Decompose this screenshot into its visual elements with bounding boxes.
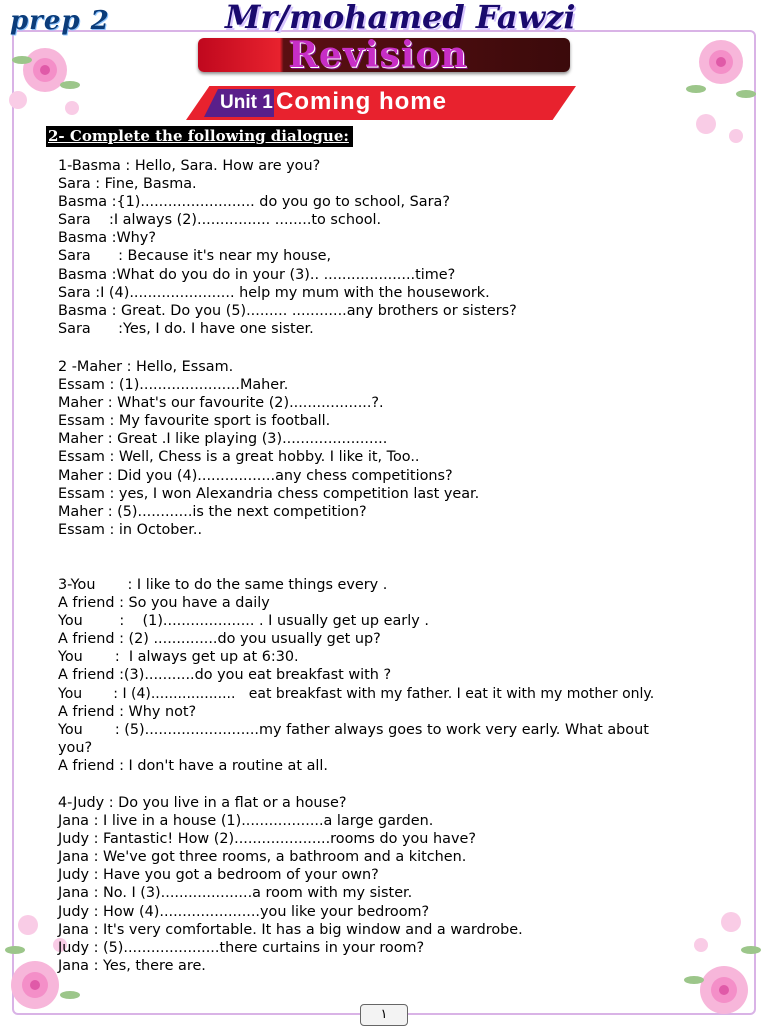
dialogue-line: Basma : Great. Do you (5)......... ............any brothers or sisters? bbox=[58, 302, 517, 319]
dialogue-line: Sara :I (4)....................... help my mum with the housework. bbox=[58, 284, 490, 301]
dialogue-line: Maher : Great .I like playing (3)....................... bbox=[58, 431, 388, 448]
grade-level-label: prep 2 bbox=[10, 6, 110, 36]
dialogue-line: Basma :{1)......................... do you go to school, Sara? bbox=[58, 194, 450, 211]
dialogue-line: A friend : Why not? bbox=[58, 703, 197, 720]
dialogue-line: 4-Judy : Do you live in a flat or a house? bbox=[58, 795, 347, 811]
page-number: ١ bbox=[360, 1004, 408, 1026]
dialogue-2 bbox=[58, 358, 479, 539]
dialogue-4 bbox=[58, 794, 523, 975]
dialogue-line: You : (5).........................my father always goes to work very early. What about bbox=[58, 721, 649, 738]
dialogue-line: Essam : Well, Chess is a great hobby. I like it, Too.. bbox=[58, 449, 420, 466]
dialogue-line: Jana : It's very comfortable. It has a big window and a wardrobe. bbox=[58, 921, 523, 938]
dialogue-line: Judy : Have you got a bedroom of your own? bbox=[58, 867, 379, 884]
dialogue-line: Jana : We've got three rooms, a bathroom and a kitchen. bbox=[58, 849, 467, 866]
dialogue-1 bbox=[58, 157, 517, 338]
dialogue-line: Essam : My favourite sport is football. bbox=[58, 413, 331, 430]
dialogue-line: you? bbox=[58, 739, 93, 756]
dialogue-line: A friend : I don't have a routine at all. bbox=[58, 757, 328, 774]
dialogue-line: Judy : How (4)......................you like your bedroom? bbox=[58, 903, 430, 920]
dialogue-line: Maher : What's our favourite (2)..................?. bbox=[58, 395, 384, 412]
revision-banner-label: Revision bbox=[288, 34, 468, 76]
dialogue-line: Essam : yes, I won Alexandria chess competition last year. bbox=[58, 485, 480, 502]
exercise-instruction: 2- Complete the following dialogue: bbox=[46, 126, 353, 147]
author-title: Mr/mohamed Fawzi bbox=[225, 0, 576, 36]
unit-title: Coming home bbox=[276, 88, 447, 115]
dialogue-line: A friend : (2) ..............do you usually get up? bbox=[58, 631, 381, 648]
dialogue-line: You : I always get up at 6:30. bbox=[58, 649, 299, 666]
dialogue-line: 1-Basma : Hello, Sara. How are you? bbox=[58, 158, 321, 174]
dialogue-line: You : I (4)................... eat breakfast with my father. I eat it with my mother only. bbox=[58, 685, 655, 702]
revision-banner bbox=[198, 34, 570, 76]
dialogue-line: A friend : So you have a daily bbox=[58, 595, 270, 612]
dialogue-line: Judy : (5).....................there curtains in your room? bbox=[58, 939, 425, 956]
dialogue-3 bbox=[58, 576, 654, 775]
dialogue-line: Sara : Fine, Basma. bbox=[58, 176, 197, 193]
dialogue-line: You : (1).................... . I usually get up early . bbox=[58, 613, 429, 630]
dialogue-line: Maher : (5)............is the next competition? bbox=[58, 503, 367, 520]
dialogue-line: A friend :(3)...........do you eat breakfast with ? bbox=[58, 667, 392, 684]
dialogue-line: Basma :What do you do in your (3).. ....................time? bbox=[58, 266, 456, 283]
flower-decoration-top-right-icon bbox=[676, 24, 766, 154]
dialogue-line: Sara :Yes, I do. I have one sister. bbox=[58, 320, 314, 337]
flower-decoration-bottom-right-icon bbox=[676, 900, 766, 1024]
dialogue-line: Sara : Because it's near my house, bbox=[58, 248, 332, 265]
dialogue-line: Jana : I live in a house (1)..................a large garden. bbox=[58, 813, 434, 830]
dialogue-line: Jana : No. I (3)....................a room with my sister. bbox=[58, 885, 413, 902]
dialogue-line: Sara :I always (2)................ ........to school. bbox=[58, 212, 382, 229]
dialogue-line: 2 -Maher : Hello, Essam. bbox=[58, 359, 234, 375]
dialogue-line: Maher : Did you (4).................any chess competitions? bbox=[58, 467, 453, 484]
dialogue-line: Basma :Why? bbox=[58, 230, 156, 247]
dialogue-line: Jana : Yes, there are. bbox=[58, 957, 206, 974]
flower-decoration-top-left-icon bbox=[0, 30, 90, 130]
dialogue-line: 3-You : I like to do the same things every . bbox=[58, 577, 388, 593]
unit-banner bbox=[186, 86, 576, 120]
dialogue-line: Essam : in October.. bbox=[58, 521, 203, 538]
dialogue-line: Essam : (1)......................Maher. bbox=[58, 377, 289, 394]
unit-tag-label: Unit 1 bbox=[220, 92, 273, 113]
dialogue-line: Judy : Fantastic! How (2).....................rooms do you have? bbox=[58, 831, 476, 848]
